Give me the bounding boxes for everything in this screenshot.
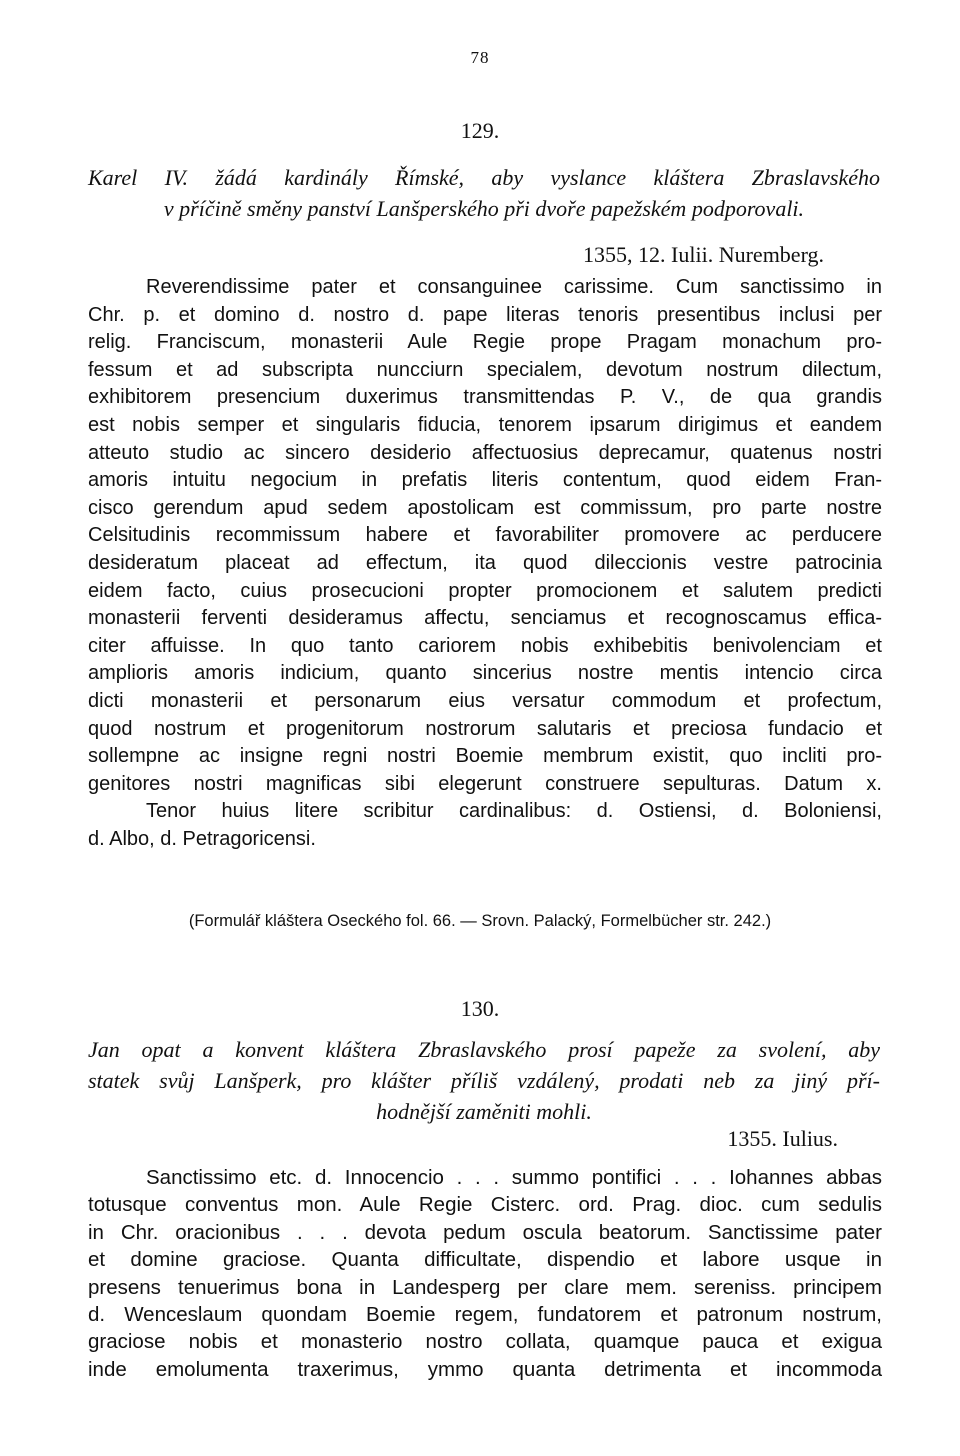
text-line: presens tenuerimus bona in Landesperg per clare mem. sereniss. principem (88, 1275, 882, 1299)
text-line: amplioris amoris indicium, quanto sincerius nostre mentis intencio circa (88, 662, 882, 685)
text-line: citer affuisse. In quo tanto cariorem nobis exhibebitis benivolenciam et (88, 634, 882, 657)
text-line: Tenor huius litere scribitur cardinalibus: d. Ostiensi, d. Boloniensi, (146, 800, 882, 823)
text-line: dicti monasterii et personarum eius versatur commodum et profectum, (88, 689, 882, 712)
regest-line: Karel IV. žádá kardinály Římské, aby vyslance kláštera Zbraslavského (88, 165, 880, 190)
text-line: monasterii ferventi desideramus affectu, senciamus et recognoscamus effica- (88, 607, 882, 630)
text-line: eidem facto, cuius prosecucioni propter promocionem et salutem predicti (88, 579, 882, 602)
text-line: genitores nostri magnificas sibi elegerunt construere sepulturas. Datum x. (88, 772, 882, 795)
text-line: cisco gerendum apud sedem apostolicam est commissum, pro parte nostre (88, 496, 882, 519)
text-line: quod nostrum et progenitorum nostrorum salutaris et preciosa fundacio et (88, 717, 882, 740)
regest-line: hodnější zaměniti mohli. (376, 1099, 592, 1124)
text-line: amoris intuitu negocium in prefatis literis contentum, quod eidem Fran- (88, 469, 882, 492)
regest-line: v příčině směny panství Lanšperského při dvoře papežském podporovali. (163, 196, 805, 221)
text-line: inde emolumenta traxerimus, ymmo quanta detrimenta et incommoda (88, 1357, 882, 1381)
text-line: Celsitudinis recommissum habere et favorabiliter promovere ac perducere (88, 524, 882, 547)
document-129-number: 129. (460, 118, 500, 143)
text-line: Sanctissimo etc. d. Innocencio . . . summo pontifici . . . Iohannes abbas (146, 1166, 882, 1189)
text-line: et domine graciose. Quanta difficultate, dispendio et labore usque in (88, 1248, 882, 1272)
document-129-source-note: (Formulář kláštera Oseckého fol. 66. — Srovn. Palacký, Formelbücher str. 242.) (188, 912, 772, 930)
document-130-number: 130. (460, 996, 500, 1021)
document-129-text (88, 274, 882, 853)
document-129-regest (88, 162, 880, 224)
regest-line: statek svůj Lanšperk, pro klášter příliš vzdálený, prodati neb za jiný pří- (88, 1068, 880, 1093)
text-line: exhibitorem presencium duxerimus transmittendas P. V., de qua grandis (88, 386, 882, 409)
regest-line: Jan opat a konvent kláštera Zbraslavského prosí papeže za svolení, aby (88, 1037, 880, 1062)
text-line: relig. Franciscum, monasterii Aule Regie prope Pragam monachum pro- (88, 331, 882, 354)
text-line: Chr. p. et domino d. nostro d. pape literas tenoris presentibus inclusi per (88, 303, 882, 326)
text-line: est nobis semper et singularis fiducia, tenorem ipsarum dirigimus et eandem (88, 413, 882, 436)
text-line: sollempne ac insigne regni nostri Boemie membrum existit, quo incliti pro- (88, 745, 882, 768)
text-line: totusque conventus mon. Aule Regie Cisterc. ord. Prag. dioc. cum sedulis (88, 1193, 882, 1217)
page-number: 78 (470, 48, 490, 67)
document-130-regest (88, 1034, 880, 1127)
text-line: d. Albo, d. Petragoricensi. (88, 827, 316, 850)
document-129-dateline: 1355, 12. Iulii. Nuremberg. (583, 242, 824, 267)
text-line: fessum et ad subscripta nuncciurn specialem, devotum nostrum dilectum, (88, 358, 882, 381)
text-line: desideratum placeat ad effectum, ita quod dileccionis vestre patrocinia (88, 551, 882, 574)
text-line: graciose nobis et monasterio nostro collata, quamque pauca et exigua (88, 1330, 882, 1354)
document-130-text (88, 1164, 882, 1383)
document-130-dateline: 1355. Iulius. (727, 1126, 838, 1151)
text-line: in Chr. oracionibus . . . devota pedum oscula beatorum. Sanctissime pater (88, 1220, 882, 1244)
text-line: d. Wenceslaum quondam Boemie regem, fundatorem et patronum nostrum, (88, 1302, 882, 1326)
text-line: Reverendissime pater et consanguinee carissime. Cum sanctissimo in (146, 276, 882, 298)
text-line: atteuto studio ac sincero desiderio affectuosius deprecamur, quatenus nostri (88, 441, 882, 464)
